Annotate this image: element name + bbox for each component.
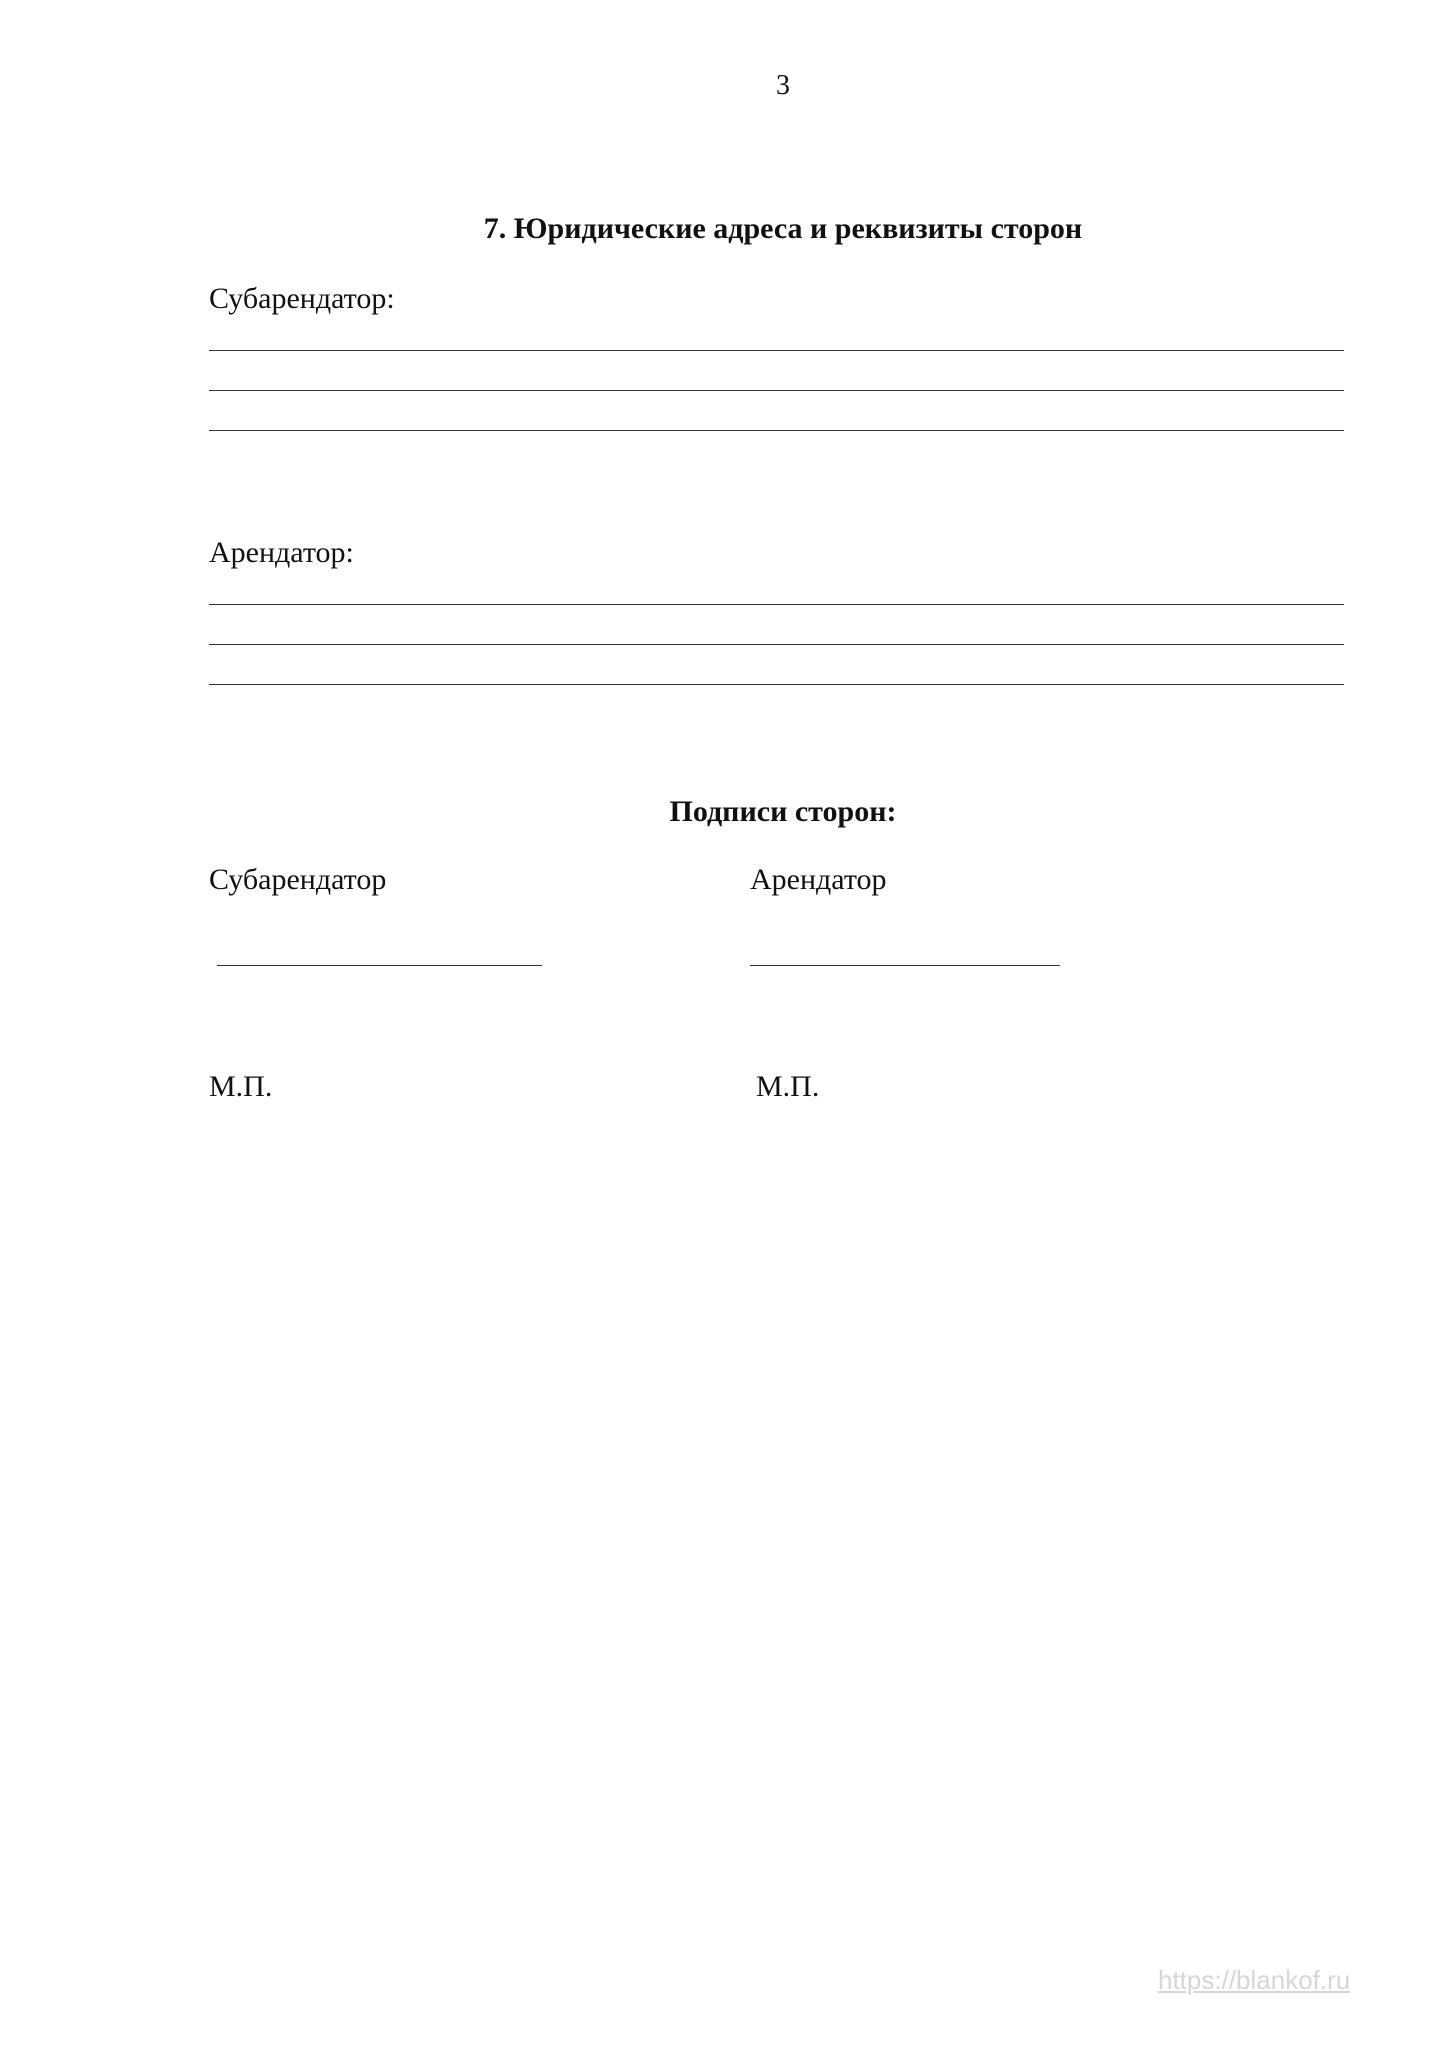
tenant-signature-label: Арендатор [750, 863, 887, 896]
subtenant-requisites-line-2 [209, 390, 1344, 391]
tenant-requisites-line-1 [209, 604, 1344, 605]
subtenant-signature-label: Субарендатор [209, 863, 387, 896]
tenant-requisites-label: Арендатор: [209, 536, 354, 569]
subtenant-stamp-label: М.П. [209, 1070, 273, 1103]
tenant-requisites-line-2 [209, 644, 1344, 645]
subtenant-signature-line [217, 965, 542, 966]
subtenant-requisites-line-1 [209, 350, 1344, 351]
tenant-requisites-line-3 [209, 684, 1344, 685]
subtenant-requisites-label: Субарендатор: [209, 282, 395, 315]
section-title: 7. Юридические адреса и реквизиты сторон [483, 212, 1083, 245]
watermark-link[interactable]: https://blankof.ru [1158, 1965, 1351, 1995]
tenant-stamp-label: М.П. [756, 1070, 820, 1103]
signatures-title: Подписи сторон: [669, 795, 897, 828]
tenant-signature-line [750, 965, 1060, 966]
page-number: 3 [776, 70, 790, 101]
subtenant-requisites-line-3 [209, 430, 1344, 431]
